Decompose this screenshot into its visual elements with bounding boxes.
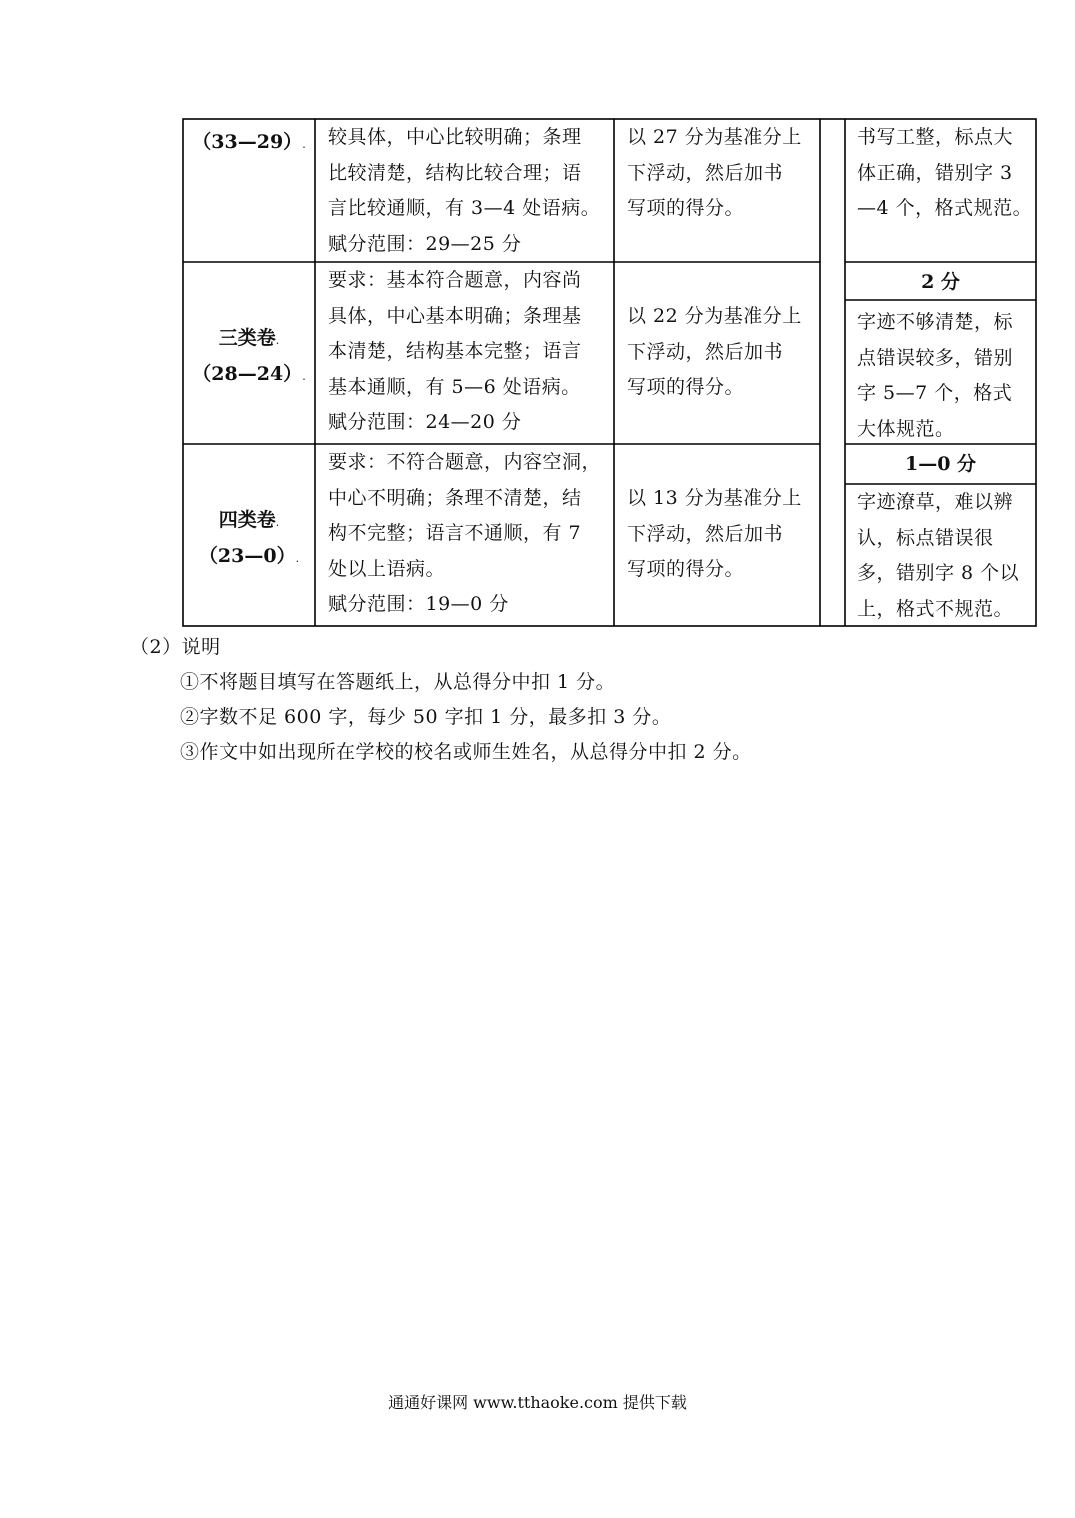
row1-grade-range: （33—29）. [192, 131, 306, 153]
row3-requirement: 要求：不符合题意，内容空洞， 中心不明确；条理不清楚，结 构不完整；语言不通顺，有 7 处以上语病。 赋分范围：19—0 分 [328, 451, 602, 615]
row3-grade-range: （23—0）. [198, 545, 300, 567]
row2-grade-range: （28—24）. [192, 363, 306, 385]
row1-requirement: 较具体，中心比较明确；条理 比较清楚，结构比较合理；语 言比较通顺，有 3—4 处语病。 赋分范围：29—25 分 [328, 126, 601, 255]
row3-writing-desc: 字迹潦草，难以辨 认，标点错误很 多，错别字 8 个以 上，格式不规范。 [857, 491, 1020, 620]
row2-writing-score: 2 分 [921, 271, 960, 293]
note-item-1: ①不将题目填写在答题纸上，从总得分中扣 1 分。 [180, 671, 616, 693]
row3-grade-name: 四类卷. [218, 509, 280, 531]
row3-baseline: 以 13 分为基准分上 下浮动，然后加书 写项的得分。 [627, 487, 802, 580]
row2-requirement: 要求：基本符合题意，内容尚 具体，中心基本明确；条理基 本清楚，结构基本完整；语言 基本通顺，有 5—6 处语病。 赋分范围：24—20 分 [328, 269, 582, 433]
page-footer: 通通好课网 www.tthaoke.com 提供下载 [388, 1393, 687, 1412]
row1-baseline: 以 27 分为基准分上 下浮动，然后加书 写项的得分。 [627, 126, 802, 219]
notes-heading: （2）说明 [130, 636, 221, 658]
row3-writing-score: 1—0 分 [904, 453, 977, 475]
row2-grade-name: 三类卷. [218, 327, 280, 349]
row2-baseline: 以 22 分为基准分上 下浮动，然后加书 写项的得分。 [627, 305, 802, 398]
row2-writing-desc: 字迹不够清楚，标 点错误较多，错别 字 5—7 个，格式 大体规范。 [857, 311, 1014, 440]
note-item-2: ②字数不足 600 字，每少 50 字扣 1 分，最多扣 3 分。 [180, 706, 672, 728]
note-item-3: ③作文中如出现所在学校的校名或师生姓名，从总得分中扣 2 分。 [180, 741, 752, 763]
row1-writing-desc: 书写工整，标点大 体正确，错别字 3 —4 个，格式规范。 [857, 126, 1033, 219]
